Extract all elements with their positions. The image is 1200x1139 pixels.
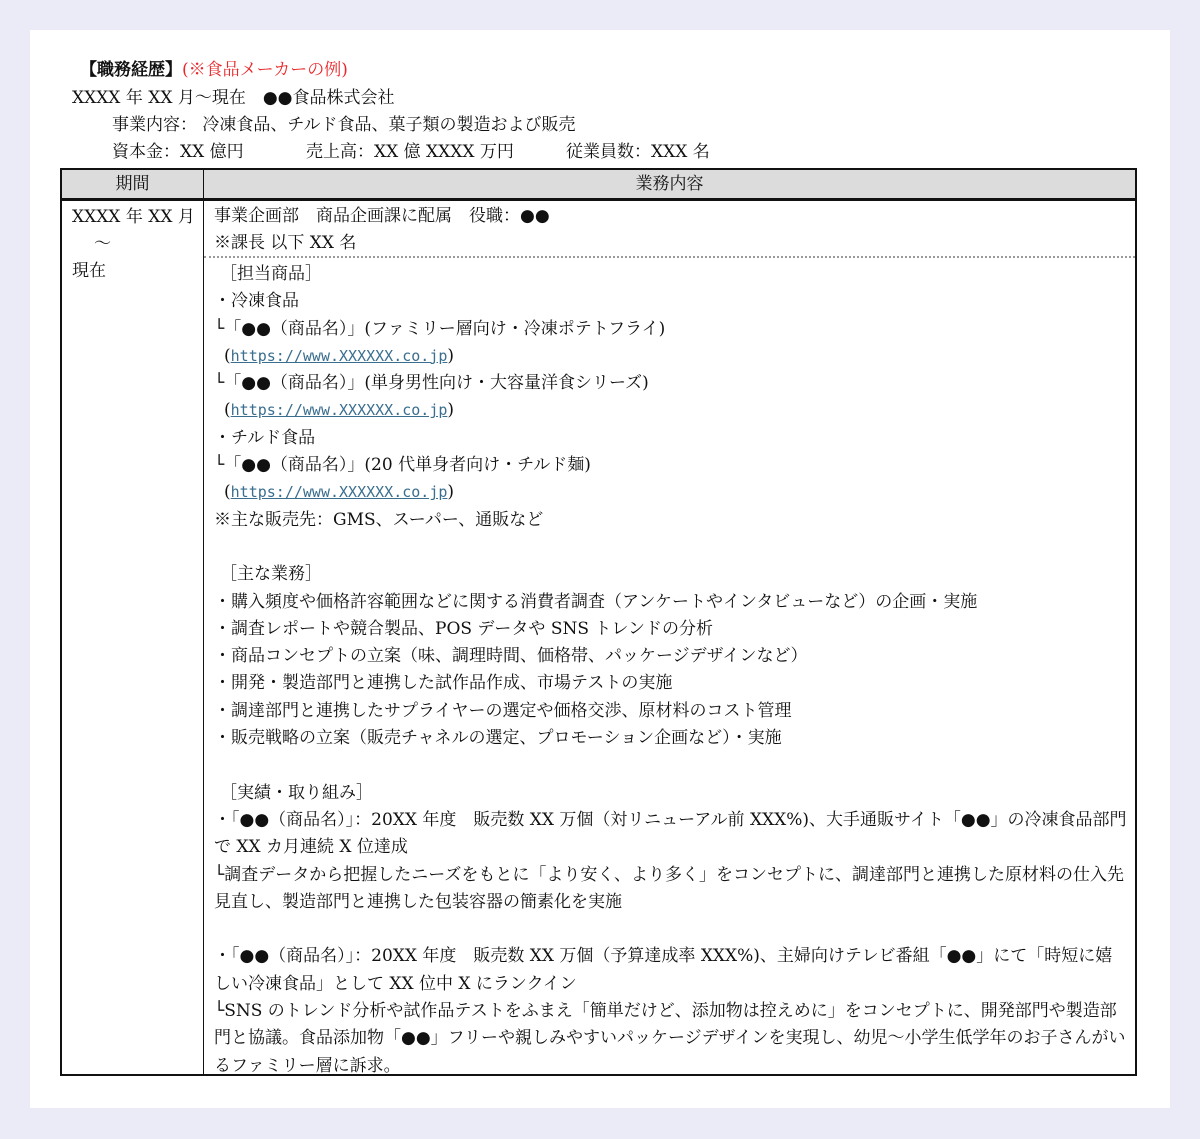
capital: 資本金：XX 億円 xyxy=(112,142,244,162)
product-item: └「●●（商品名）」(ファミリー層向け・冷凍ポテトフライ) xyxy=(214,318,666,339)
business-line xyxy=(112,113,576,137)
career-table xyxy=(60,168,1137,1076)
column-divider xyxy=(203,170,204,1074)
achievement-detail: └SNS のトレンド分析や試作品テストをふまえ「簡単だけど、添加物は控えめに」をコンセプトに、開発部門や製造部門と協議。食品添加物「●●」フリーや親しみやすいパッケージデザインを実現し、幼児～小学生低学年のお子さんがいるファミリー層に訴求。 xyxy=(214,1001,1126,1076)
product-link[interactable]: https://www.XXXXXX.co.jp xyxy=(230,483,448,502)
business-value: 冷凍食品、チルド食品、菓子類の製造および販売 xyxy=(202,115,576,135)
achievement-detail: └調査データから把握したニーズをもとに「より安く、より多く」をコンセプトに、調達部門と連携した原材料の仕入先見直し、製造部門と連携した包装容器の簡素化を実施 xyxy=(214,864,1125,912)
document-card xyxy=(30,30,1170,1108)
section-title xyxy=(80,58,348,82)
period-tilde: ～ xyxy=(94,234,111,254)
product-link[interactable]: https://www.XXXXXX.co.jp xyxy=(230,346,448,365)
duty-item: ・販売戦略の立案（販売チャネルの選定、プロモーション企画など）・実施 xyxy=(214,728,782,749)
period-end: 現在 xyxy=(72,261,106,281)
duty-item: ・開発・製造部門と連携した試作品作成、市場テストの実施 xyxy=(214,673,673,694)
duties-cell xyxy=(214,261,1129,1080)
spacer xyxy=(214,916,1129,943)
product-url-line: (https://www.XXXXXX.co.jp) xyxy=(224,400,455,421)
products-heading: ［担当商品］ xyxy=(220,264,322,284)
period-cell xyxy=(72,204,200,285)
spacer xyxy=(214,752,1129,779)
achievement-main: ・「●●（商品名）」：20XX 年度 販売数 XX 万個（予算達成率 XXX%)、主婦向けテレビ番組「●●」にて「時短に嬉しい冷凍食品」として XX 位中 X にランクイン xyxy=(214,946,1113,994)
header-duties: 業務内容 xyxy=(635,174,704,194)
achievement-main: ・「●●（商品名）」：20XX 年度 販売数 XX 万個（対リニューアル前 XXX%)、大手通販サイト「●●」の冷凍食品部門で XX カ月連続 X 位達成 xyxy=(214,809,1127,858)
spacer xyxy=(214,534,1129,561)
company-line: XXXX 年 XX 月～現在 ●●食品株式会社 xyxy=(72,88,395,108)
title-note: (※食品メーカーの例) xyxy=(182,60,348,80)
duties-heading: ［主な業務］ xyxy=(220,564,322,585)
duty-item: ・調査レポートや競合製品、POS データや SNS トレンドの分析 xyxy=(214,618,713,639)
chilled-label: ・チルド食品 xyxy=(214,427,316,448)
achievements-heading: ［実績・取り組み］ xyxy=(220,782,373,803)
dotted-divider xyxy=(204,256,1135,258)
header-period: 期間 xyxy=(115,174,150,194)
sales: 売上高：XX 億 XXXX 万円 xyxy=(306,142,514,162)
title-text: 【職務経歴】 xyxy=(80,60,182,80)
frozen-label: ・冷凍食品 xyxy=(214,291,299,312)
business-label: 事業内容： xyxy=(112,115,197,135)
duty-item: ・調達部門と連携したサプライヤーの選定や価格交渉、原材料のコスト管理 xyxy=(214,700,792,721)
table-header xyxy=(62,170,1135,201)
employees: 従業員数：XXX 名 xyxy=(566,142,710,162)
product-url-line: (https://www.XXXXXX.co.jp) xyxy=(224,345,455,366)
product-item: └「●●（商品名）」(20 代単身者向け・チルド麺) xyxy=(214,455,591,476)
role-cell xyxy=(214,203,1127,257)
product-url-line: (https://www.XXXXXX.co.jp) xyxy=(224,482,455,503)
sales-channels: ※主な販売先：GMS、スーパー、通販など xyxy=(214,509,544,530)
period-start: XXXX 年 XX 月 xyxy=(72,207,195,227)
product-link[interactable]: https://www.XXXXXX.co.jp xyxy=(230,401,448,420)
duty-item: ・商品コンセプトの立案（味、調理時間、価格帯、パッケージデザインなど） xyxy=(214,646,808,667)
role-subordinates: ※課長 以下 XX 名 xyxy=(214,233,357,253)
product-item: └「●●（商品名）」(単身男性向け・大容量洋食シリーズ) xyxy=(214,373,649,394)
role-line: 事業企画部 商品企画課に配属 役職：●● xyxy=(214,206,550,226)
duty-item: ・購入頻度や価格許容範囲などに関する消費者調査（アンケートやインタビューなど）の企画・実施 xyxy=(214,591,978,612)
